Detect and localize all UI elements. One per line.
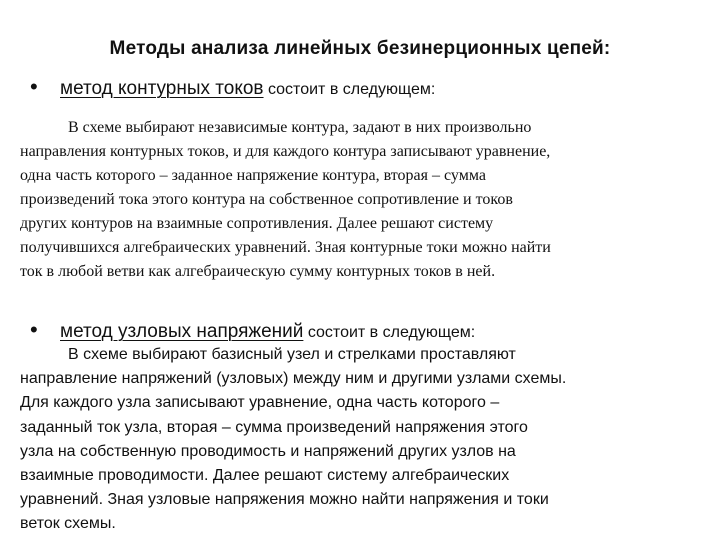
paragraph-line: произведений тока этого контура на собственное сопротивление и токов: [20, 191, 513, 208]
paragraph-line: других контуров на взаимные сопротивления. Далее решают систему: [20, 215, 494, 232]
paragraph-line: В схеме выбирают независимые контура, задают в них произвольно: [68, 119, 532, 136]
bullet-icon: •: [30, 74, 38, 99]
node-voltage-description: [20, 343, 710, 537]
bullet-node-voltage-method: [30, 317, 475, 343]
bullet-icon: •: [30, 317, 38, 342]
paragraph-line: ток в любой ветви как алгебраическую сумму контурных токов в ней.: [20, 263, 496, 280]
bullet-mesh-current-method: [30, 74, 435, 100]
mesh-current-description: [20, 116, 700, 284]
bullet-suffix: состоит в следующем:: [303, 324, 476, 341]
paragraph-line: взаимные проводимости. Далее решают систему алгебраических: [20, 467, 510, 485]
paragraph-line: направление напряжений (узловых) между ним и другими узлами схемы.: [20, 370, 567, 388]
paragraph-line: В схеме выбирают базисный узел и стрелками проставляют: [68, 346, 516, 363]
mesh-current-method-term: метод контурных токов: [60, 78, 264, 99]
paragraph-line: заданный ток узла, вторая – сумма произведений напряжения этого: [20, 418, 528, 436]
node-voltage-method-term: метод узловых напряжений: [60, 321, 304, 342]
bullet-suffix: состоит в следующем:: [263, 81, 436, 98]
paragraph-line: направления контурных токов, и для каждого контура записывают уравнение,: [20, 143, 551, 160]
paragraph-line: узла на собственную проводимость и напряжений других узлов на: [20, 442, 516, 460]
paragraph-line: уравнений. Зная узловые напряжения можно найти напряжения и токи: [20, 491, 549, 509]
paragraph-line: получившихся алгебраических уравнений. Зная контурные токи можно найти: [20, 239, 551, 256]
paragraph-line: одна часть которого – заданное напряжение контура, вторая – сумма: [20, 167, 486, 184]
paragraph-line: веток схемы.: [20, 515, 116, 533]
paragraph-line: Для каждого узла записывают уравнение, одна часть которого –: [20, 394, 500, 412]
slide-title: Методы анализа линейных безинерционных цепей:: [109, 38, 611, 59]
